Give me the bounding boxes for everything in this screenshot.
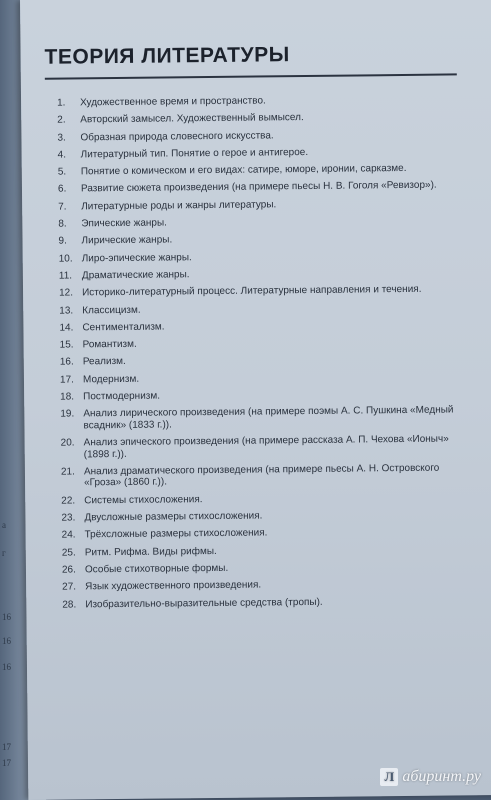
list-item <box>61 433 469 460</box>
list-item <box>58 232 466 248</box>
list-item-number: 21. <box>60 466 75 478</box>
list-item <box>61 491 469 507</box>
list-item-number: 17. <box>59 374 74 386</box>
book-page <box>20 0 491 800</box>
list-item-number: 11. <box>58 270 73 282</box>
list-item-number: 22. <box>61 495 76 507</box>
watermark <box>380 768 481 786</box>
list-item-number: 4. <box>57 149 67 161</box>
list-item <box>59 318 467 334</box>
underpage-fragment: г <box>2 548 6 558</box>
list-item-text: Сентиментализм. <box>82 321 165 334</box>
list-item <box>58 197 466 213</box>
list-item-text: Язык художественного произведения. <box>85 579 262 593</box>
list-item-text: Изобразительно-выразительные средства (тропы). <box>85 596 323 610</box>
list-item <box>57 111 465 127</box>
list-item-text: Анализ лирического произведения (на примере поэмы А. С. Пушкина «Медный всадник» (1833 г.)). <box>83 404 454 432</box>
list-item-text: Анализ эпического произведения (на примере рассказа А. П. Чехова «Ионыч» (1898 г.)). <box>83 433 449 460</box>
page-content <box>44 41 470 616</box>
list-item-number: 24. <box>61 529 76 541</box>
list-item-text: Реализм. <box>82 356 126 368</box>
list-item-number: 5. <box>57 166 67 178</box>
page-title: ТЕОРИЯ ЛИТЕРАТУРЫ <box>44 43 290 69</box>
list-item <box>61 508 469 524</box>
list-item-number: 1. <box>57 97 66 109</box>
list-item <box>60 370 468 386</box>
list-item-text: Трёхсложные размеры стихосложения. <box>84 527 268 541</box>
list-item-text: Драматические жанры. <box>81 269 190 282</box>
list-item-text: Художественное время и пространство. <box>80 95 266 109</box>
list-item <box>62 578 470 594</box>
list-item <box>58 145 466 161</box>
list-item <box>57 128 465 144</box>
list-item <box>59 284 467 300</box>
list-item-number: 12. <box>59 287 74 299</box>
list-item-text: Эпические жанры. <box>81 217 167 230</box>
underpage-fragment: 16 <box>2 636 11 646</box>
list-item-number: 28. <box>62 598 77 611</box>
list-item <box>62 560 470 576</box>
list-item-number: 18. <box>60 391 75 403</box>
list-item-number: 14. <box>59 322 74 334</box>
list-item-text: Литературные роды и жанры литературы. <box>81 199 277 213</box>
list-item <box>59 249 467 265</box>
list-item <box>58 214 466 230</box>
list-item-number: 2. <box>57 114 66 126</box>
list-item <box>61 462 469 489</box>
underpage-fragment: 16 <box>2 612 11 622</box>
list-item-number: 10. <box>58 253 73 265</box>
list-item <box>59 301 467 317</box>
list-item-text: Лирические жанры. <box>81 234 173 247</box>
list-item <box>62 543 470 559</box>
list-item-number: 13. <box>59 305 74 317</box>
list-item-number: 20. <box>60 437 75 449</box>
list-item-text: Системы стихосложения. <box>84 493 203 507</box>
list-item-number: 3. <box>57 132 66 144</box>
topic-list <box>45 93 470 610</box>
list-item-text: Образная природа словесного искусства. <box>80 129 274 143</box>
list-item <box>59 266 467 282</box>
list-item-text: Анализ драматического произведения (на примере пьесы А. Н. Островского «Гроза» (1860 г.)). <box>83 462 440 489</box>
list-item <box>62 595 470 611</box>
list-item <box>58 163 466 179</box>
list-item-text: Историко-литературный процесс. Литературные направления и течения. <box>82 284 422 299</box>
labirint-logo-icon: Л <box>380 768 398 786</box>
list-item-text: Литературный тип. Понятие о герое и антигерое. <box>80 146 309 161</box>
list-item <box>62 526 470 542</box>
list-item <box>60 405 468 432</box>
list-item <box>60 353 468 369</box>
list-item-text: Развитие сюжета произведения (на примере пьесы Н. В. Гоголя «Ревизор»). <box>80 180 437 195</box>
list-item-text: Двусложные размеры стихосложения. <box>84 510 263 524</box>
underpage-fragment: а <box>2 520 6 530</box>
list-item-text: Постмодернизм. <box>83 390 161 403</box>
list-item-number: 16. <box>59 356 74 369</box>
list-item-text: Ритм. Рифма. Виды рифмы. <box>84 545 217 558</box>
list-item-number: 15. <box>59 339 74 351</box>
list-item-number: 6. <box>57 184 67 196</box>
list-item <box>58 180 466 196</box>
underpage-fragment: 17 <box>2 758 11 768</box>
list-item-number: 9. <box>58 235 67 247</box>
list-item <box>60 335 468 351</box>
watermark-text: абиринт.ру <box>402 768 481 785</box>
list-item-number: 27. <box>62 581 77 593</box>
list-item-text: Особые стихотворные формы. <box>84 562 229 576</box>
list-item-number: 23. <box>61 512 76 524</box>
list-item-text: Классицизм. <box>82 304 141 316</box>
list-item-text: Романтизм. <box>82 338 137 351</box>
list-item-number: 25. <box>61 547 76 559</box>
underpage-fragment: 16 <box>2 662 11 672</box>
list-item-number: 8. <box>58 218 67 230</box>
list-item-number: 19. <box>60 408 75 420</box>
list-item-text: Понятие о комическом и его видах: сатире, юморе, иронии, сарказме. <box>80 163 407 178</box>
list-item <box>60 387 468 403</box>
list-item-text: Лиро-эпические жанры. <box>81 251 192 265</box>
list-item-number: 7. <box>58 201 67 213</box>
list-item-text: Модернизм. <box>82 373 140 386</box>
list-item-number: 26. <box>61 564 76 576</box>
list-item-text: Авторский замысел. Художественный вымысел. <box>80 112 304 126</box>
underpage-fragment: 17 <box>2 742 11 752</box>
list-item <box>57 93 465 109</box>
